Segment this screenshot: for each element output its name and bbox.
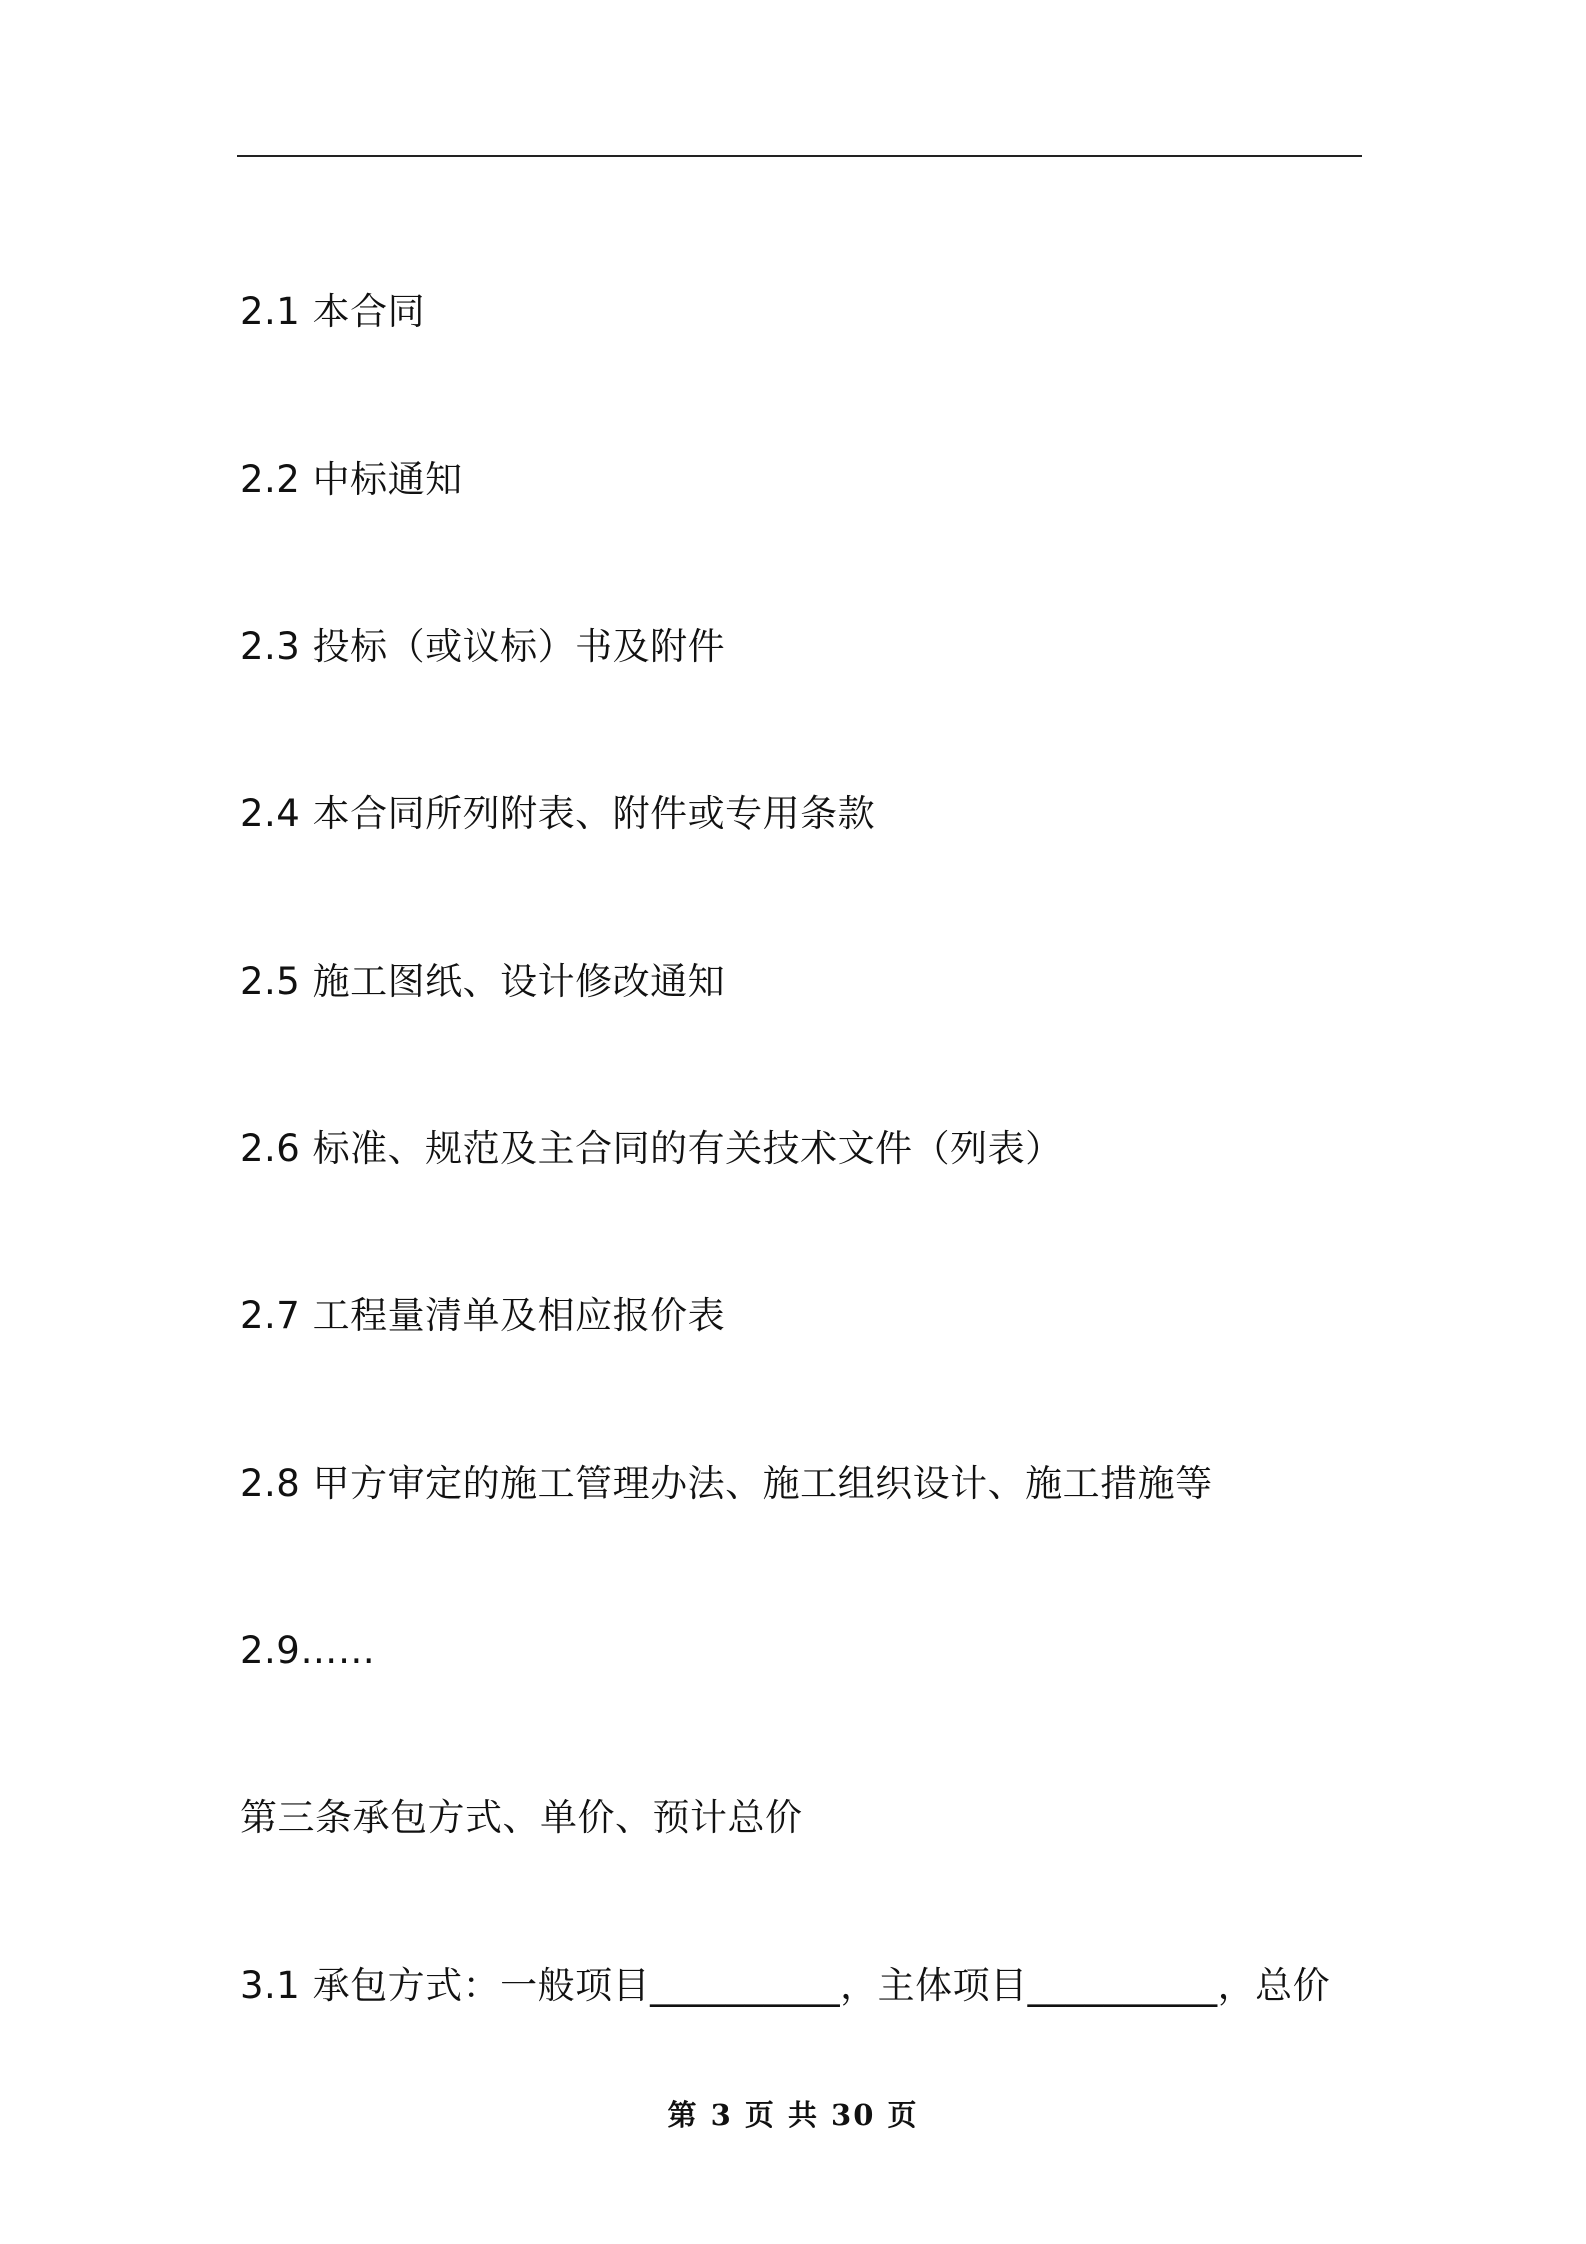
clause-2-6: 2.6 标准、规范及主合同的有关技术文件（列表） bbox=[240, 1127, 1063, 1170]
header-divider bbox=[237, 155, 1362, 157]
clause-3-1: 3.1 承包方式：一般项目__________，主体项目__________，总价 bbox=[240, 1964, 1331, 2007]
clause-2-1: 2.1 本合同 bbox=[240, 290, 426, 333]
clause-2-4: 2.4 本合同所列附表、附件或专用条款 bbox=[240, 792, 876, 835]
section-3-heading: 第三条承包方式、单价、预计总价 bbox=[240, 1796, 803, 1839]
clause-2-8: 2.8 甲方审定的施工管理办法、施工组织设计、施工措施等 bbox=[240, 1462, 1213, 1505]
page-footer: 第 3 页 共 30 页 bbox=[667, 2098, 919, 2132]
clause-2-3: 2.3 投标（或议标）书及附件 bbox=[240, 625, 726, 668]
clause-2-7: 2.7 工程量清单及相应报价表 bbox=[240, 1294, 726, 1337]
clause-2-5: 2.5 施工图纸、设计修改通知 bbox=[240, 960, 726, 1003]
clause-2-9: 2.9…… bbox=[240, 1629, 376, 1672]
clause-2-2: 2.2 中标通知 bbox=[240, 458, 463, 501]
